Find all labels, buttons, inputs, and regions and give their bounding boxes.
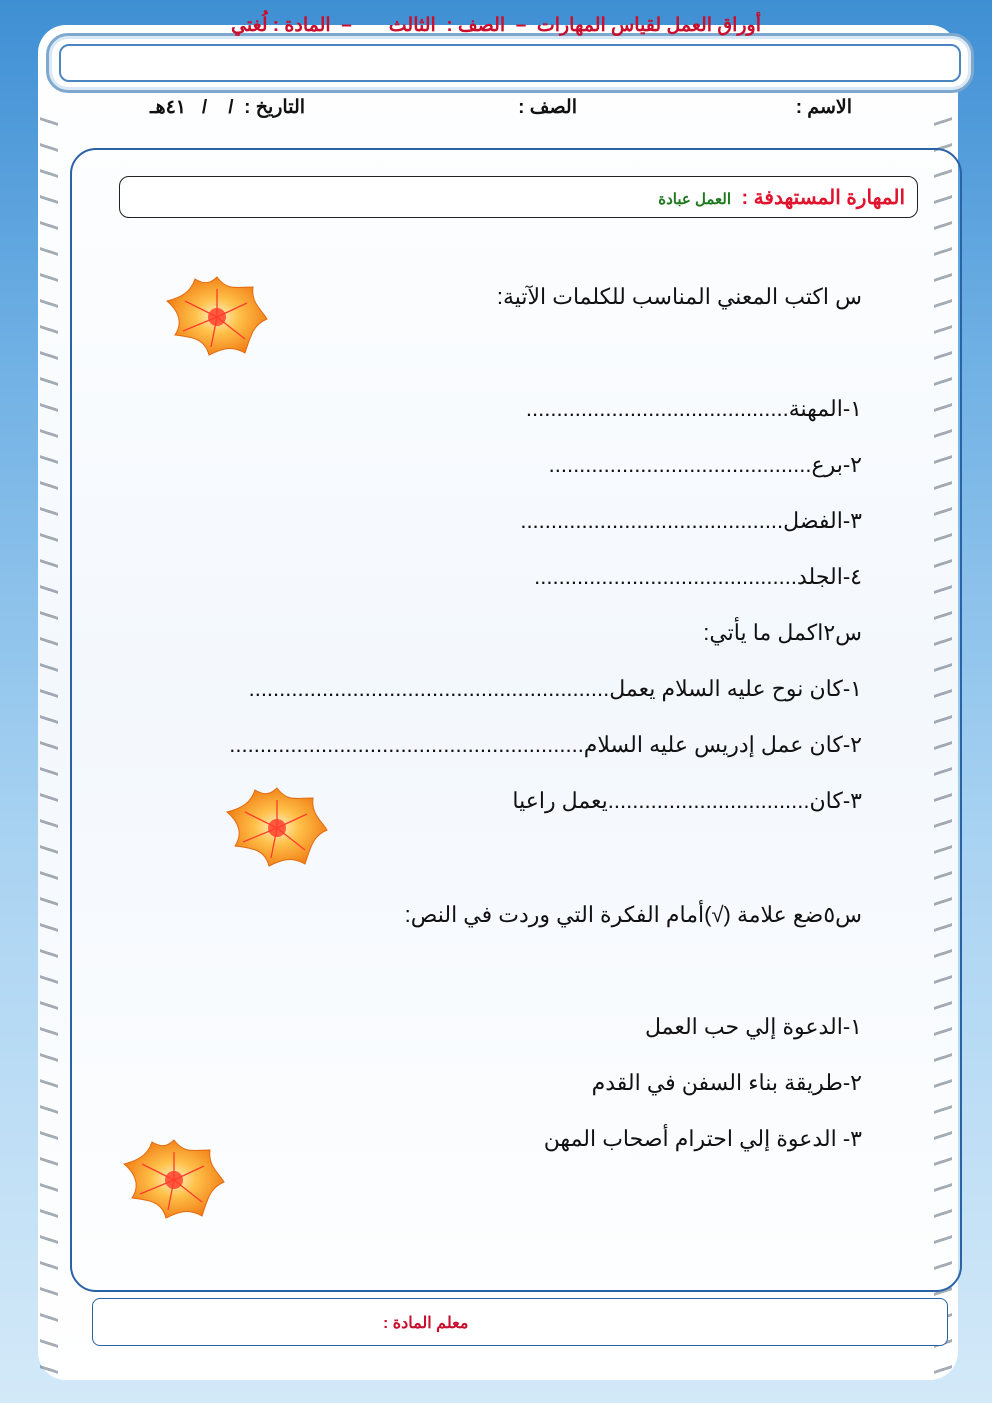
date-label: التاريخ : / / ٤١هـ <box>150 97 306 118</box>
left-border-decoration <box>40 117 58 1386</box>
target-skill <box>658 185 905 210</box>
target-skill-value: العمل عبادة <box>658 191 732 208</box>
question-2-item-3: ٣-كان.................................يعمل راعيا <box>512 788 862 813</box>
title-banner <box>46 33 974 93</box>
title-banner-inner <box>59 44 961 82</box>
question-1-item-4: ٤-الجلد........................................... <box>534 564 862 589</box>
worksheet-title: أوراق العمل لقياس المهارات – الصف : الثالث – المادة : لُغتي <box>231 15 761 36</box>
question-2-item-1: ١-كان نوح عليه السلام يعمل........................................................... <box>248 676 862 701</box>
class-label: الصف : <box>518 97 577 118</box>
flower-icon <box>225 784 329 868</box>
question-2-prompt: س٢اكمل ما يأتي: <box>703 620 862 645</box>
footer-box <box>92 1298 948 1346</box>
question-3-item-2: ٢-طريقة بناء السفن في القدم <box>591 1070 862 1095</box>
question-1-prompt: س اكتب المعني المناسب للكلمات الآتية: <box>496 284 862 309</box>
flower-icon <box>122 1136 226 1220</box>
flower-icon <box>165 273 269 357</box>
question-3-item-1: ١-الدعوة إلي حب العمل <box>644 1014 862 1039</box>
question-3-item-3: ٣- الدعوة إلي احترام أصحاب المهن <box>543 1126 862 1151</box>
question-1-item-1: ١-المهنة........................................... <box>525 396 862 421</box>
target-skill-label: المهارة المستهدفة : <box>741 187 905 209</box>
question-3-prompt: س٥ضع علامة (√)أمام الفكرة التي وردت في النص: <box>404 902 862 927</box>
question-1-item-2: ٢-برع........................................... <box>548 452 862 477</box>
question-2-item-2: ٢-كان عمل إدريس عليه السلام.......................................................... <box>229 732 862 757</box>
name-label: الاسم : <box>795 97 852 118</box>
target-skill-box <box>119 176 918 218</box>
teacher-label: معلم المادة : <box>383 1315 469 1332</box>
question-1-item-3: ٣-الفضل........................................... <box>520 508 862 533</box>
